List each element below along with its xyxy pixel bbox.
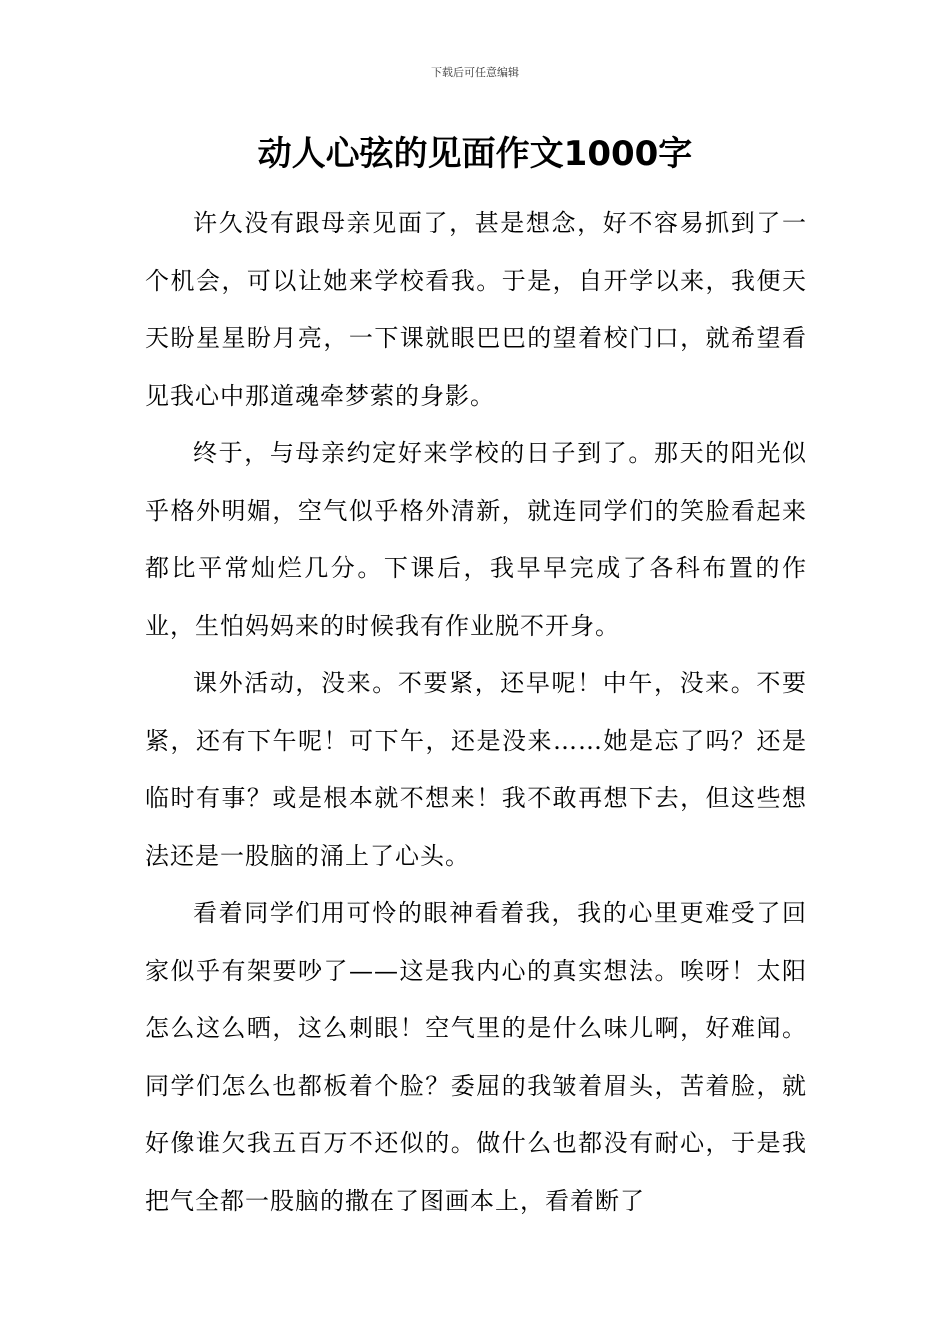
document-title: 动人心弦的见面作文1000字 xyxy=(257,134,693,174)
document-body xyxy=(145,195,807,1230)
paragraph: 课外活动，没来。不要紧，还早呢！中午，没来。不要紧，还有下午呢！可下午，还是没来……她是忘了吗？还是临时有事？或是根本就不想来！我不敢再想下去，但这些想法还是一股脑的涌上了心头。 xyxy=(145,669,807,870)
paragraph: 终于，与母亲约定好来学校的日子到了。那天的阳光似乎格外明媚，空气似乎格外清新，就连同学们的笑脸看起来都比平常灿烂几分。下课后，我早早完成了各科布置的作业，生怕妈妈来的时候我有作业脱不开身。 xyxy=(145,439,807,640)
header-note: 下载后可任意编辑 xyxy=(431,66,519,79)
paragraph: 看着同学们用可怜的眼神看着我，我的心里更难受了回家似乎有架要吵了——这是我内心的真实想法。唉呀！太阳怎么这么晒，这么刺眼！空气里的是什么味儿啊，好难闻。同学们怎么也都板着个脸？委屈的我皱着眉头，苦着脸，就好像谁欠我五百万不还似的。做什么也都没有耐心，于是我把气全都一股脑的撒在了图画本上，看着断了 xyxy=(145,899,807,1215)
paragraph: 许久没有跟母亲见面了，甚是想念，好不容易抓到了一个机会，可以让她来学校看我。于是，自开学以来，我便天天盼星星盼月亮，一下课就眼巴巴的望着校门口，就希望看见我心中那道魂牵梦萦的身影。 xyxy=(145,209,807,410)
